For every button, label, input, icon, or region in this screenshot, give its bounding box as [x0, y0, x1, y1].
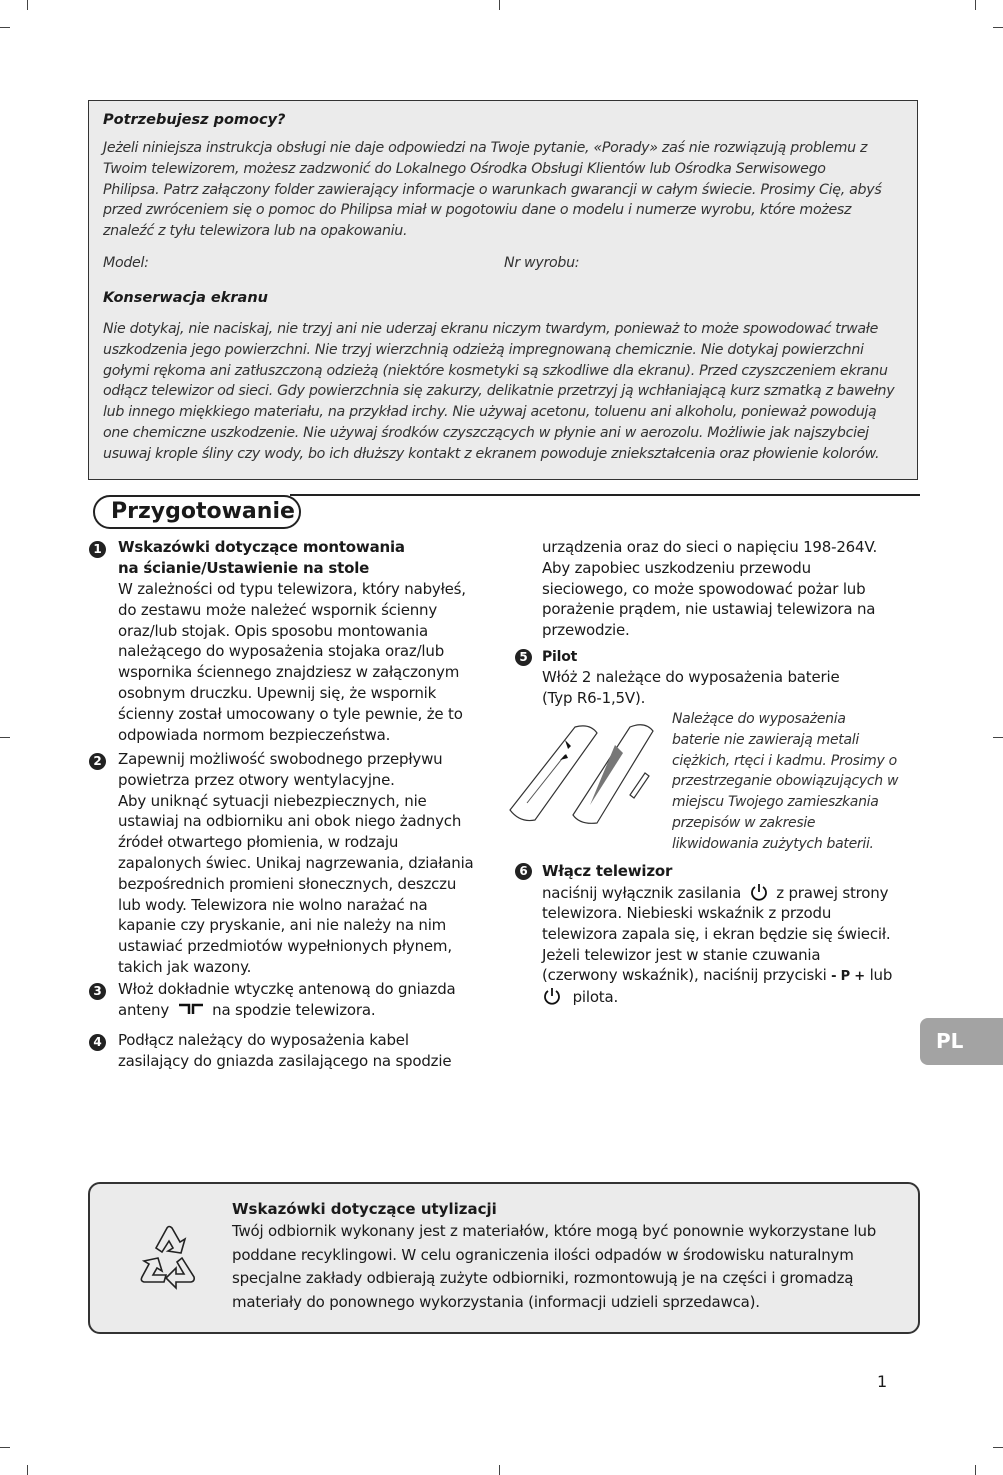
- model-label: Model:: [103, 255, 149, 271]
- recycling-title: Wskazówki dotyczące utylizacji: [232, 1200, 497, 1218]
- section-title: Przygotowanie: [93, 495, 301, 529]
- step-number-5: 5: [515, 649, 532, 666]
- step-5-title: Pilot: [542, 649, 578, 665]
- crop-mark: [499, 0, 500, 10]
- help-box: [88, 100, 918, 480]
- help-title: Potrzebujesz pomocy?: [103, 112, 286, 128]
- care-body: Nie dotykaj, nie naciskaj, nie trzyj ani nie uderzaj ekranu niczym twardym, ponieważ to może spowodować trwałe uszkodzenia jego powierzchni. Nie trzyj wierzchnią odzieżą impregnowaną chemicznie. Nie dotykaj powierzchni gołymi rękoma ani zatłuszczoną odzieżą (niektóre kosmetyki są szkodliwe dla ekranu). Przed czyszczeniem ekranu odłącz telewizor od sieci. Gdy powierzchnia się zakurzy, delikatnie przetrzyj ją wchłaniającą kurz szmatką z bawełny lub innego miękkiego materiału, na przykład irchy. Nie używaj acetonu, toluenu ani alkoholu, ponieważ powodują one chemiczne uszkodzenie. Nie używaj środków czyszczących w płynie ani w aerozolu. Możliwie jak najszybciej usuwaj krople śliny czy wody, bo ich dłuższy kontakt z ekranem powoduje zniekształcenia oraz płowienie kolorów.: [103, 321, 895, 462]
- step-1-title: Wskazówki dotyczące montowania na ścianie/Ustawienie na stole: [118, 538, 405, 577]
- recycling-box: [88, 1182, 920, 1334]
- crop-mark: [0, 737, 10, 738]
- crop-mark: [499, 1465, 500, 1475]
- step-3-text: anteny: [118, 1001, 169, 1019]
- step-number-6: 6: [515, 863, 532, 880]
- crop-mark: [0, 27, 10, 28]
- step-number-4: 4: [89, 1034, 106, 1051]
- step-4-continued: urządzenia oraz do sieci o napięciu 198-264V. Aby zapobiec uszkodzeniu przewodu sieciowego, co może spowodować pożar lub porażenie prądem, nie ustawiaj telewizora na przewodzie.: [542, 538, 878, 640]
- crop-mark: [993, 27, 1003, 28]
- care-title: Konserwacja ekranu: [103, 290, 268, 306]
- step-5-body: Włóż 2 należące do wyposażenia baterie (Typ R6-1,5V).: [542, 668, 840, 707]
- crop-mark: [993, 737, 1003, 738]
- crop-mark: [975, 1465, 976, 1475]
- language-tab: PL: [920, 1018, 1003, 1065]
- crop-mark: [0, 1447, 10, 1448]
- recycle-icon: [134, 1220, 204, 1292]
- step-6-text: pilota.: [572, 988, 619, 1006]
- crop-mark: [993, 1447, 1003, 1448]
- step-3-body: Włoż dokładnie wtyczkę antenową do gniazda: [118, 980, 456, 998]
- step-1-body: W zależności od typu telewizora, który nabyłeś, do zestawu może należeć wspornik ścienny oraz/lub stojak. Opis sposobu montowania należącego do wyposażenia stojaka oraz/lub wspornika ściennego znajdziesz w załączonym osobnym druczku. Upewnij się, że wspornik ścienny został umocowany o tyle pewnie, że to odpowiada normom bezpieczeństwa.: [118, 580, 466, 744]
- step-4-body: Podłącz należący do wyposażenia kabel zasilający do gniazda zasilającego na spodzie: [118, 1031, 452, 1070]
- program-buttons-label: - P +: [831, 969, 865, 984]
- battery-note: Należące do wyposażenia baterie nie zawierają metali ciężkich, rtęci i kadmu. Prosimy o przestrzeganie obowiązujących w miejscu Twojego zamieszkania przepisów w zakresie likwidowania zużytych baterii.: [672, 711, 899, 852]
- step-number-1: 1: [89, 541, 106, 558]
- power-icon: [749, 882, 769, 902]
- step-number-2: 2: [89, 753, 106, 770]
- antenna-socket-icon: [178, 1003, 204, 1015]
- step-6-line-6: [542, 986, 618, 1008]
- step-2-body: Zapewnij możliwość swobodnego przepływu powietrza przez otwory wentylacyjne. Aby uniknąć sytuacji niebezpiecznych, nie ustawiaj na odbiorniku ani obok niego żadnych źródeł otwartego płomienia, w rodzaju zapalonych świec. Unikaj nagrzewania, działania bezpośrednich promieni słonecznych, deszczu lub wody. Telewizora nie wolno narażać na kapanie czy pryskanie, ani nie należy na nim ustawiać przedmiotów wypełnionych płynem, takich jak wazony.: [118, 750, 474, 976]
- step-6-title: Włącz telewizor: [542, 862, 673, 880]
- step-6-text: naciśnij wyłącznik zasilania: [542, 884, 742, 902]
- help-body: Jeżeli niniejsza instrukcja obsługi nie daje odpowiedzi na Twoje pytanie, «Porady» zaś nie rozwiązują problemu z Twoim telewizorem, możesz zadzwonić do Lokalnego Ośrodka Obsługi Klientów lub Ośrodka Serwisowego Philipsa. Patrz załączony folder zawierający informacje o warunkach gwarancji w całym świecie. Prosimy Cię, abyś przed zwróceniem się o pomoc do Philipsa miał w pogotowiu dane o modelu i numerze wyrobu, które możesz znaleźć z tyłu telewizora lub na opakowaniu.: [103, 140, 882, 240]
- step-6-body: telewizora. Niebieski wskaźnik z przodu telewizora zapala się, i ekran będzie się świecił. Jeżeli telewizor jest w stanie czuwania: [542, 904, 891, 964]
- crop-mark: [27, 0, 28, 10]
- recycling-body: Twój odbiornik wykonany jest z materiałów, które mogą być ponownie wykorzystane lub poddane recyklingowi. W celu ograniczenia ilości odpadów w środowisku naturalnym specjalne zakłady odbierają zużyte odbiorniki, rozmontowują je na części i gromadzą materiały do ponownego wykorzystania (informacji udzieli sprzedawca).: [232, 1222, 877, 1311]
- step-6-line-5: [542, 965, 892, 988]
- page-number: 1: [877, 1372, 888, 1391]
- crop-mark: [975, 0, 976, 10]
- step-3-text: na spodzie telewizora.: [212, 1001, 376, 1019]
- section-rule: [290, 494, 920, 496]
- step-6-line-1: [542, 882, 888, 904]
- step-6-text: z prawej strony: [776, 884, 889, 902]
- power-icon: [542, 986, 562, 1006]
- step-6-text: (czerwony wskaźnik), naciśnij przyciski: [542, 966, 827, 984]
- serial-label: Nr wyrobu:: [504, 255, 580, 271]
- remote-battery-illustration: [505, 715, 665, 830]
- step-6-text: lub: [869, 966, 893, 984]
- step-number-3: 3: [89, 983, 106, 1000]
- step-3-line-2: [118, 1000, 375, 1021]
- crop-mark: [27, 1465, 28, 1475]
